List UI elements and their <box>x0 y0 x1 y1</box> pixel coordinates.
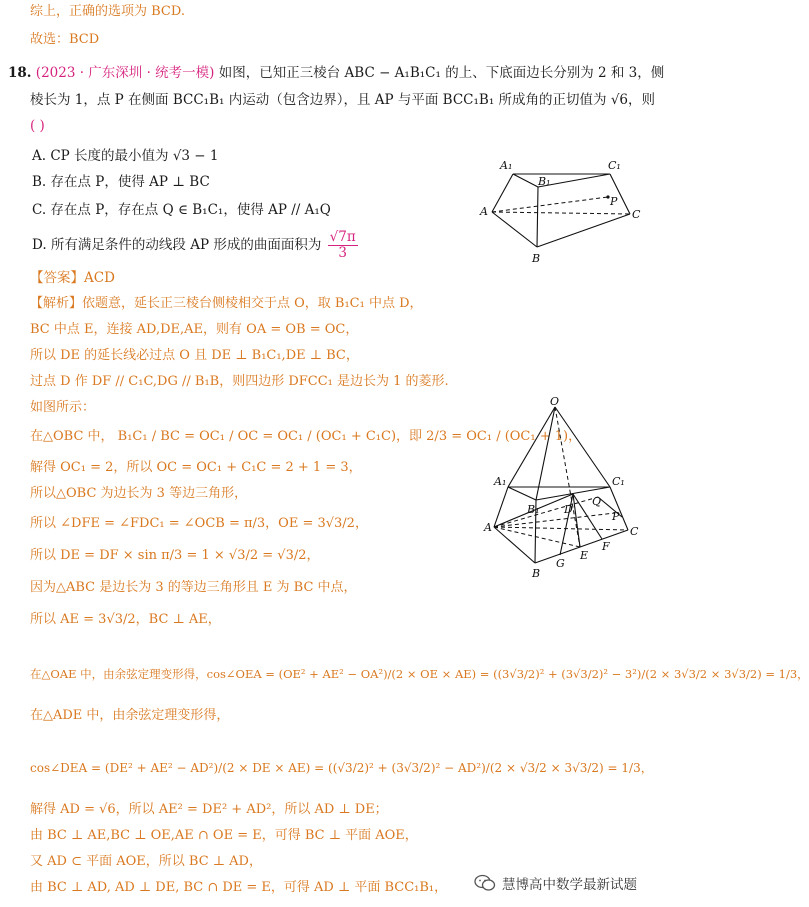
option-d-text: D. 所有满足条件的动线段 AP 形成的曲面面积为 <box>32 237 322 253</box>
solution-line-9: 所以 ∠DFE = ∠FDC₁ = ∠OCB = π/3，OE = 3√3/2， <box>30 516 368 531</box>
solution-line-3: 所以 DE 的延长线必过点 O 且 DE ⊥ B₁C₁,DE ⊥ BC， <box>30 348 359 363</box>
solution-line-18: 又 AD ⊂ 平面 AOE，所以 BC ⊥ AD， <box>30 854 262 869</box>
option-c: C. 存在点 P，存在点 Q ∈ B₁C₁，使得 AP // A₁Q <box>32 202 331 218</box>
solution-line-5: 如图所示： <box>30 400 96 415</box>
watermark <box>474 873 637 893</box>
solution-line-1: 【解析】依题意，延长正三棱台侧棱相交于点 O，取 B₁C₁ 中点 D， <box>30 296 423 311</box>
label-C: C <box>630 525 639 538</box>
solution-line-11: 因为△ABC 是边长为 3 的等边三角形且 E 为 BC 中点， <box>30 580 357 595</box>
label-A: A <box>484 521 492 534</box>
label-B: B <box>532 567 541 580</box>
solution-line-14: 在△ADE 中，由余弦定理变形得， <box>30 708 230 723</box>
label-C: C <box>632 208 641 221</box>
solution-line-12: 所以 AE = 3√3/2，BC ⊥ AE， <box>30 612 221 627</box>
wechat-icon <box>474 874 496 892</box>
label-C1: C₁ <box>612 475 625 488</box>
solution-line-15: cos∠DEA = (DE² + AE² − AD²)/(2 × DE × AE) = ((√3/2)² + (3√3/2)² − AD²)/(2 × √3/2 × 3√3/2) = 1/3， <box>30 761 653 775</box>
label-E: E <box>580 549 589 562</box>
question-number: 18. <box>8 65 32 81</box>
label-P: P <box>610 195 618 208</box>
label-P: P <box>612 510 620 523</box>
solution-line-10: 所以 DE = DF × sin π/3 = 1 × √3/2 = √3/2， <box>30 548 320 563</box>
question-line-2: 棱长为 1，点 P 在侧面 BCC₁B₁ 内运动（包含边界），且 AP 与平面 BCC₁B₁ 所成角的正切值为 √6，则 <box>30 92 656 108</box>
choose-line: 故选：BCD <box>30 32 100 47</box>
label-C1: C₁ <box>608 159 621 172</box>
option-d-fraction <box>328 230 358 261</box>
label-A1: A₁ <box>494 475 507 488</box>
solution-line-13: 在△OAE 中，由余弦定理变形得，cos∠OEA = (OE² + AE² − OA²)/(2 × OE × AE) = ((3√3/2)² + (3√3/2)² − 3²)/(2 × 3√3/2 × 3√3/2) = 1/3， <box>30 667 809 681</box>
label-G: G <box>556 557 565 570</box>
solution-line-2: BC 中点 E，连接 AD,DE,AE，则有 OA = OB = OC， <box>30 322 359 337</box>
label-D: D <box>564 503 573 516</box>
solution-line-8: 所以△OBC 为边长为 3 等边三角形， <box>30 486 248 501</box>
solution-line-19: 由 BC ⊥ AD, AD ⊥ DE, BC ∩ DE = E，可得 AD ⊥ 平面 BCC₁B₁， <box>30 880 448 895</box>
question-source: (2023 · 广东深圳 · 统考一模) <box>35 65 215 81</box>
answer-line: 【答案】ACD <box>30 270 115 286</box>
label-A1: A₁ <box>500 159 513 172</box>
watermark-text: 慧博高中数学最新试题 <box>502 877 637 893</box>
option-d-numerator: √7π <box>329 229 356 245</box>
option-b: B. 存在点 P，使得 AP ⊥ BC <box>32 174 210 190</box>
option-a: A. CP 长度的最小值为 √3 − 1 <box>32 148 219 164</box>
label-B: B <box>532 252 541 265</box>
solution-line-7: 解得 OC₁ = 2，所以 OC = OC₁ + C₁C = 2 + 1 = 3， <box>30 460 362 475</box>
label-B1: B₁ <box>538 175 551 188</box>
question-line-1 <box>8 63 664 83</box>
frustum-figure <box>470 152 650 270</box>
solution-line-6: 在△OBC 中， B₁C₁ / BC = OC₁ / OC = OC₁ / (OC₁ + C₁C)，即 2/3 = OC₁ / (OC₁ + 1)， <box>30 429 582 444</box>
label-F: F <box>602 540 610 553</box>
pyramid-figure <box>480 395 652 585</box>
solution-line-17: 由 BC ⊥ AE,BC ⊥ OE,AE ∩ OE = E，可得 BC ⊥ 平面 AOE， <box>30 828 418 843</box>
solution-line-4: 过点 D 作 DF // C₁C,DG // B₁B，则四边形 DFCC₁ 是边长为 1 的菱形. <box>30 374 449 389</box>
label-Q: Q <box>592 495 602 508</box>
question-text-1: 如图，已知正三棱台 ABC − A₁B₁C₁ 的上、下底面边长分别为 2 和 3，侧 <box>218 65 665 81</box>
solution-line-16: 解得 AD = √6，所以 AE² = DE² + AD²，所以 AD ⊥ DE； <box>30 802 388 817</box>
label-A: A <box>480 205 488 218</box>
label-O: O <box>550 395 560 408</box>
conclusion-line: 综上，正确的选项为 BCD. <box>30 4 185 19</box>
question-paren: ( ) <box>30 118 45 134</box>
label-B1: B₁ <box>527 503 540 516</box>
option-d-denominator: 3 <box>338 245 347 261</box>
option-d <box>32 230 360 261</box>
